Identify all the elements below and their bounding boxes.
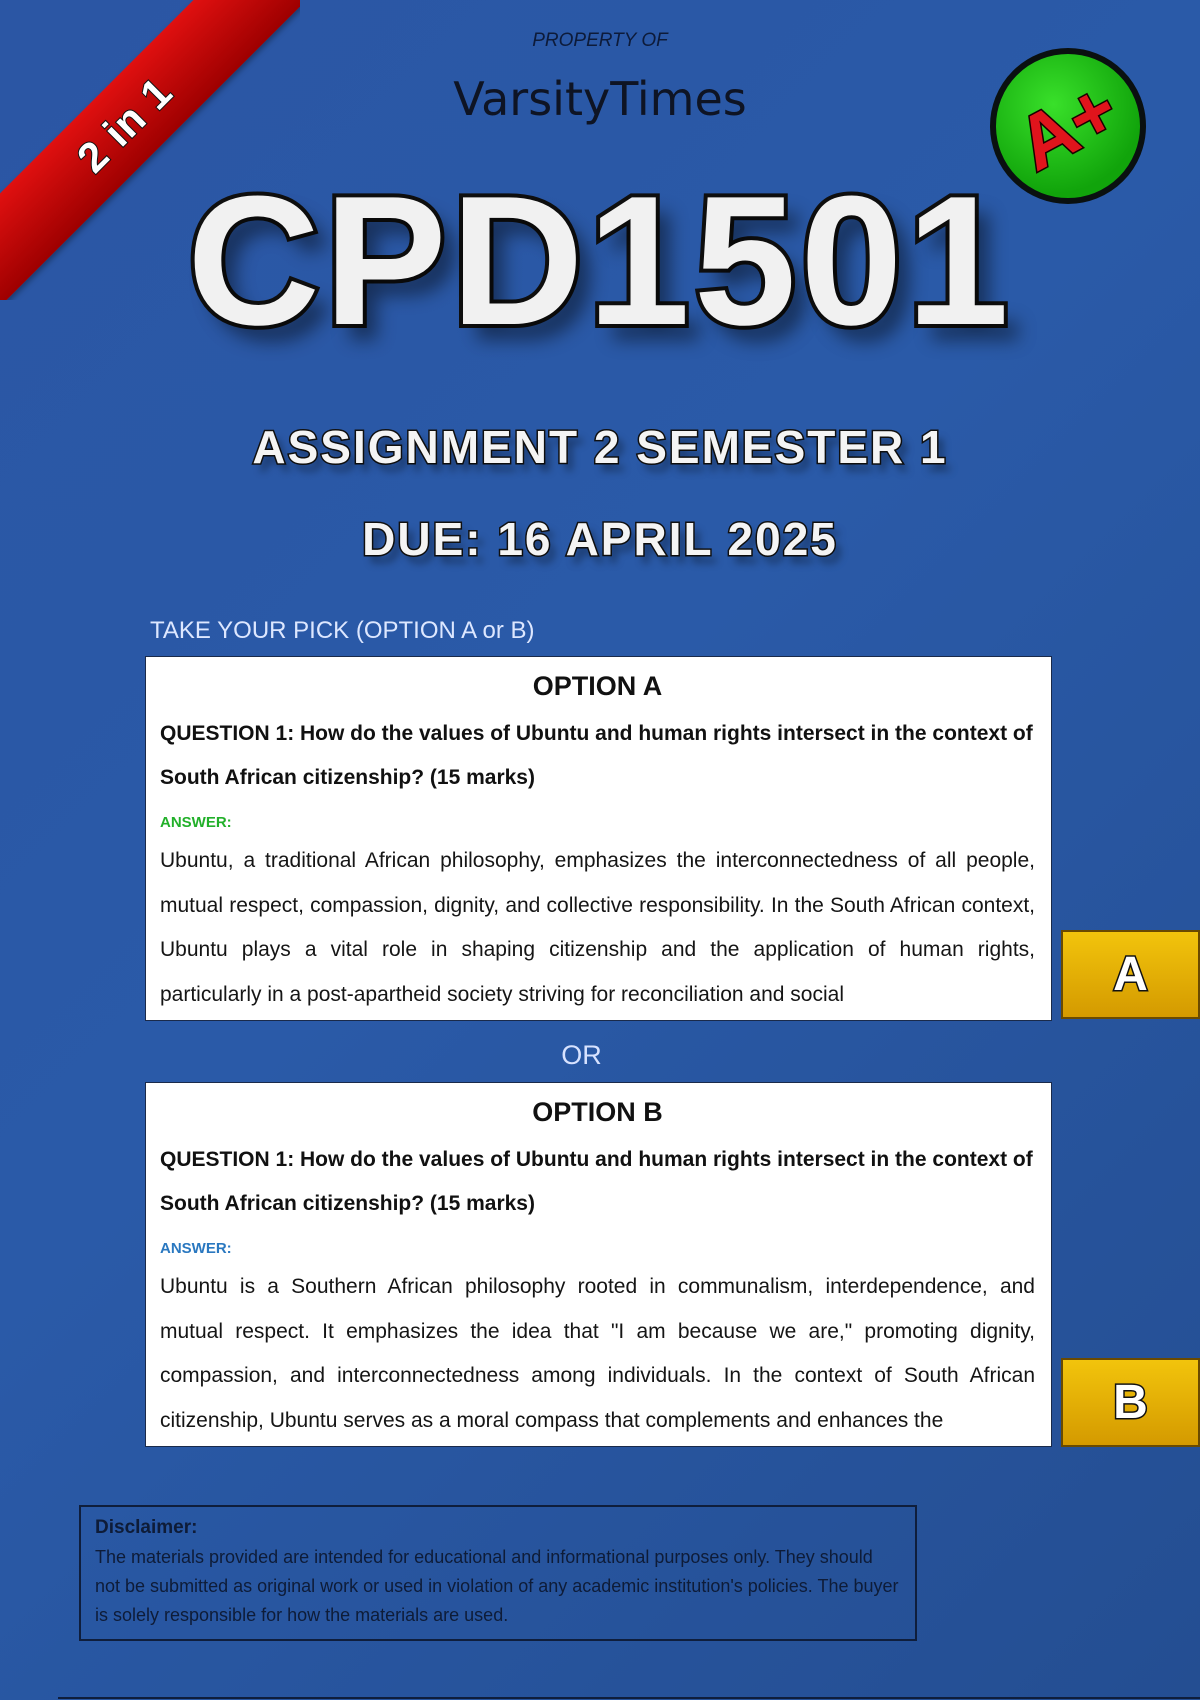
option-a-answer-label: ANSWER: xyxy=(160,814,232,831)
option-b-answer-label: ANSWER: xyxy=(160,1240,232,1257)
property-of-label: PROPERTY OF xyxy=(532,30,668,51)
option-b-answer-text: Ubuntu is a Southern African philosophy rooted in communalism, interdependence, and mutual respect. It emphasizes the idea that "I am because we are," promoting dignity, compassion, and interconnectedness among individuals. In the context of South African citizenship, Ubuntu serves as a moral compass that complements and enhances the xyxy=(160,1275,1035,1432)
option-a-tab[interactable] xyxy=(1061,930,1200,1019)
disclaimer-title: Disclaimer: xyxy=(95,1517,198,1538)
option-b-title: OPTION B xyxy=(532,1097,663,1127)
option-b-card xyxy=(145,1082,1052,1447)
or-separator: OR xyxy=(561,1040,602,1070)
option-a-tab-label: A xyxy=(1113,948,1148,1001)
grade-badge-text: A+ xyxy=(1004,65,1132,187)
brand-logo: VarsityTimes xyxy=(453,72,747,126)
ribbon-label: 2 in 1 xyxy=(67,67,182,182)
assignment-heading: ASSIGNMENT 2 SEMESTER 1 xyxy=(252,421,948,473)
option-a-title: OPTION A xyxy=(532,671,663,701)
option-a-answer-text: Ubuntu, a traditional African philosophy, emphasizes the interconnectedness of all people, mutual respect, compassion, dignity, and collective responsibility. In the South African context, Ubuntu plays a vital role in shaping citizenship and the application of human rights, particularly in a post-apartheid society striving for reconciliation and social xyxy=(160,849,1035,1006)
course-code-title: CPD1501 xyxy=(187,157,1013,363)
option-b-tab-label: B xyxy=(1113,1376,1148,1429)
due-date-heading: DUE: 16 APRIL 2025 xyxy=(362,513,838,565)
option-b-question: QUESTION 1: How do the values of Ubuntu and human rights intersect in the context of South African citizenship? (15 marks) xyxy=(160,1148,1033,1215)
pick-label: TAKE YOUR PICK (OPTION A or B) xyxy=(150,617,535,644)
option-a-card xyxy=(145,656,1052,1021)
footer-divider xyxy=(58,1697,1200,1699)
option-b-tab[interactable] xyxy=(1061,1358,1200,1447)
disclaimer-box xyxy=(79,1505,917,1641)
option-a-question: QUESTION 1: How do the values of Ubuntu and human rights intersect in the context of South African citizenship? (15 marks) xyxy=(160,722,1033,789)
disclaimer-text: The materials provided are intended for educational and informational purposes only. They should not be submitted as original work or used in violation of any academic institution's policies. The buyer is solely responsible for how the materials are used. xyxy=(95,1547,899,1625)
